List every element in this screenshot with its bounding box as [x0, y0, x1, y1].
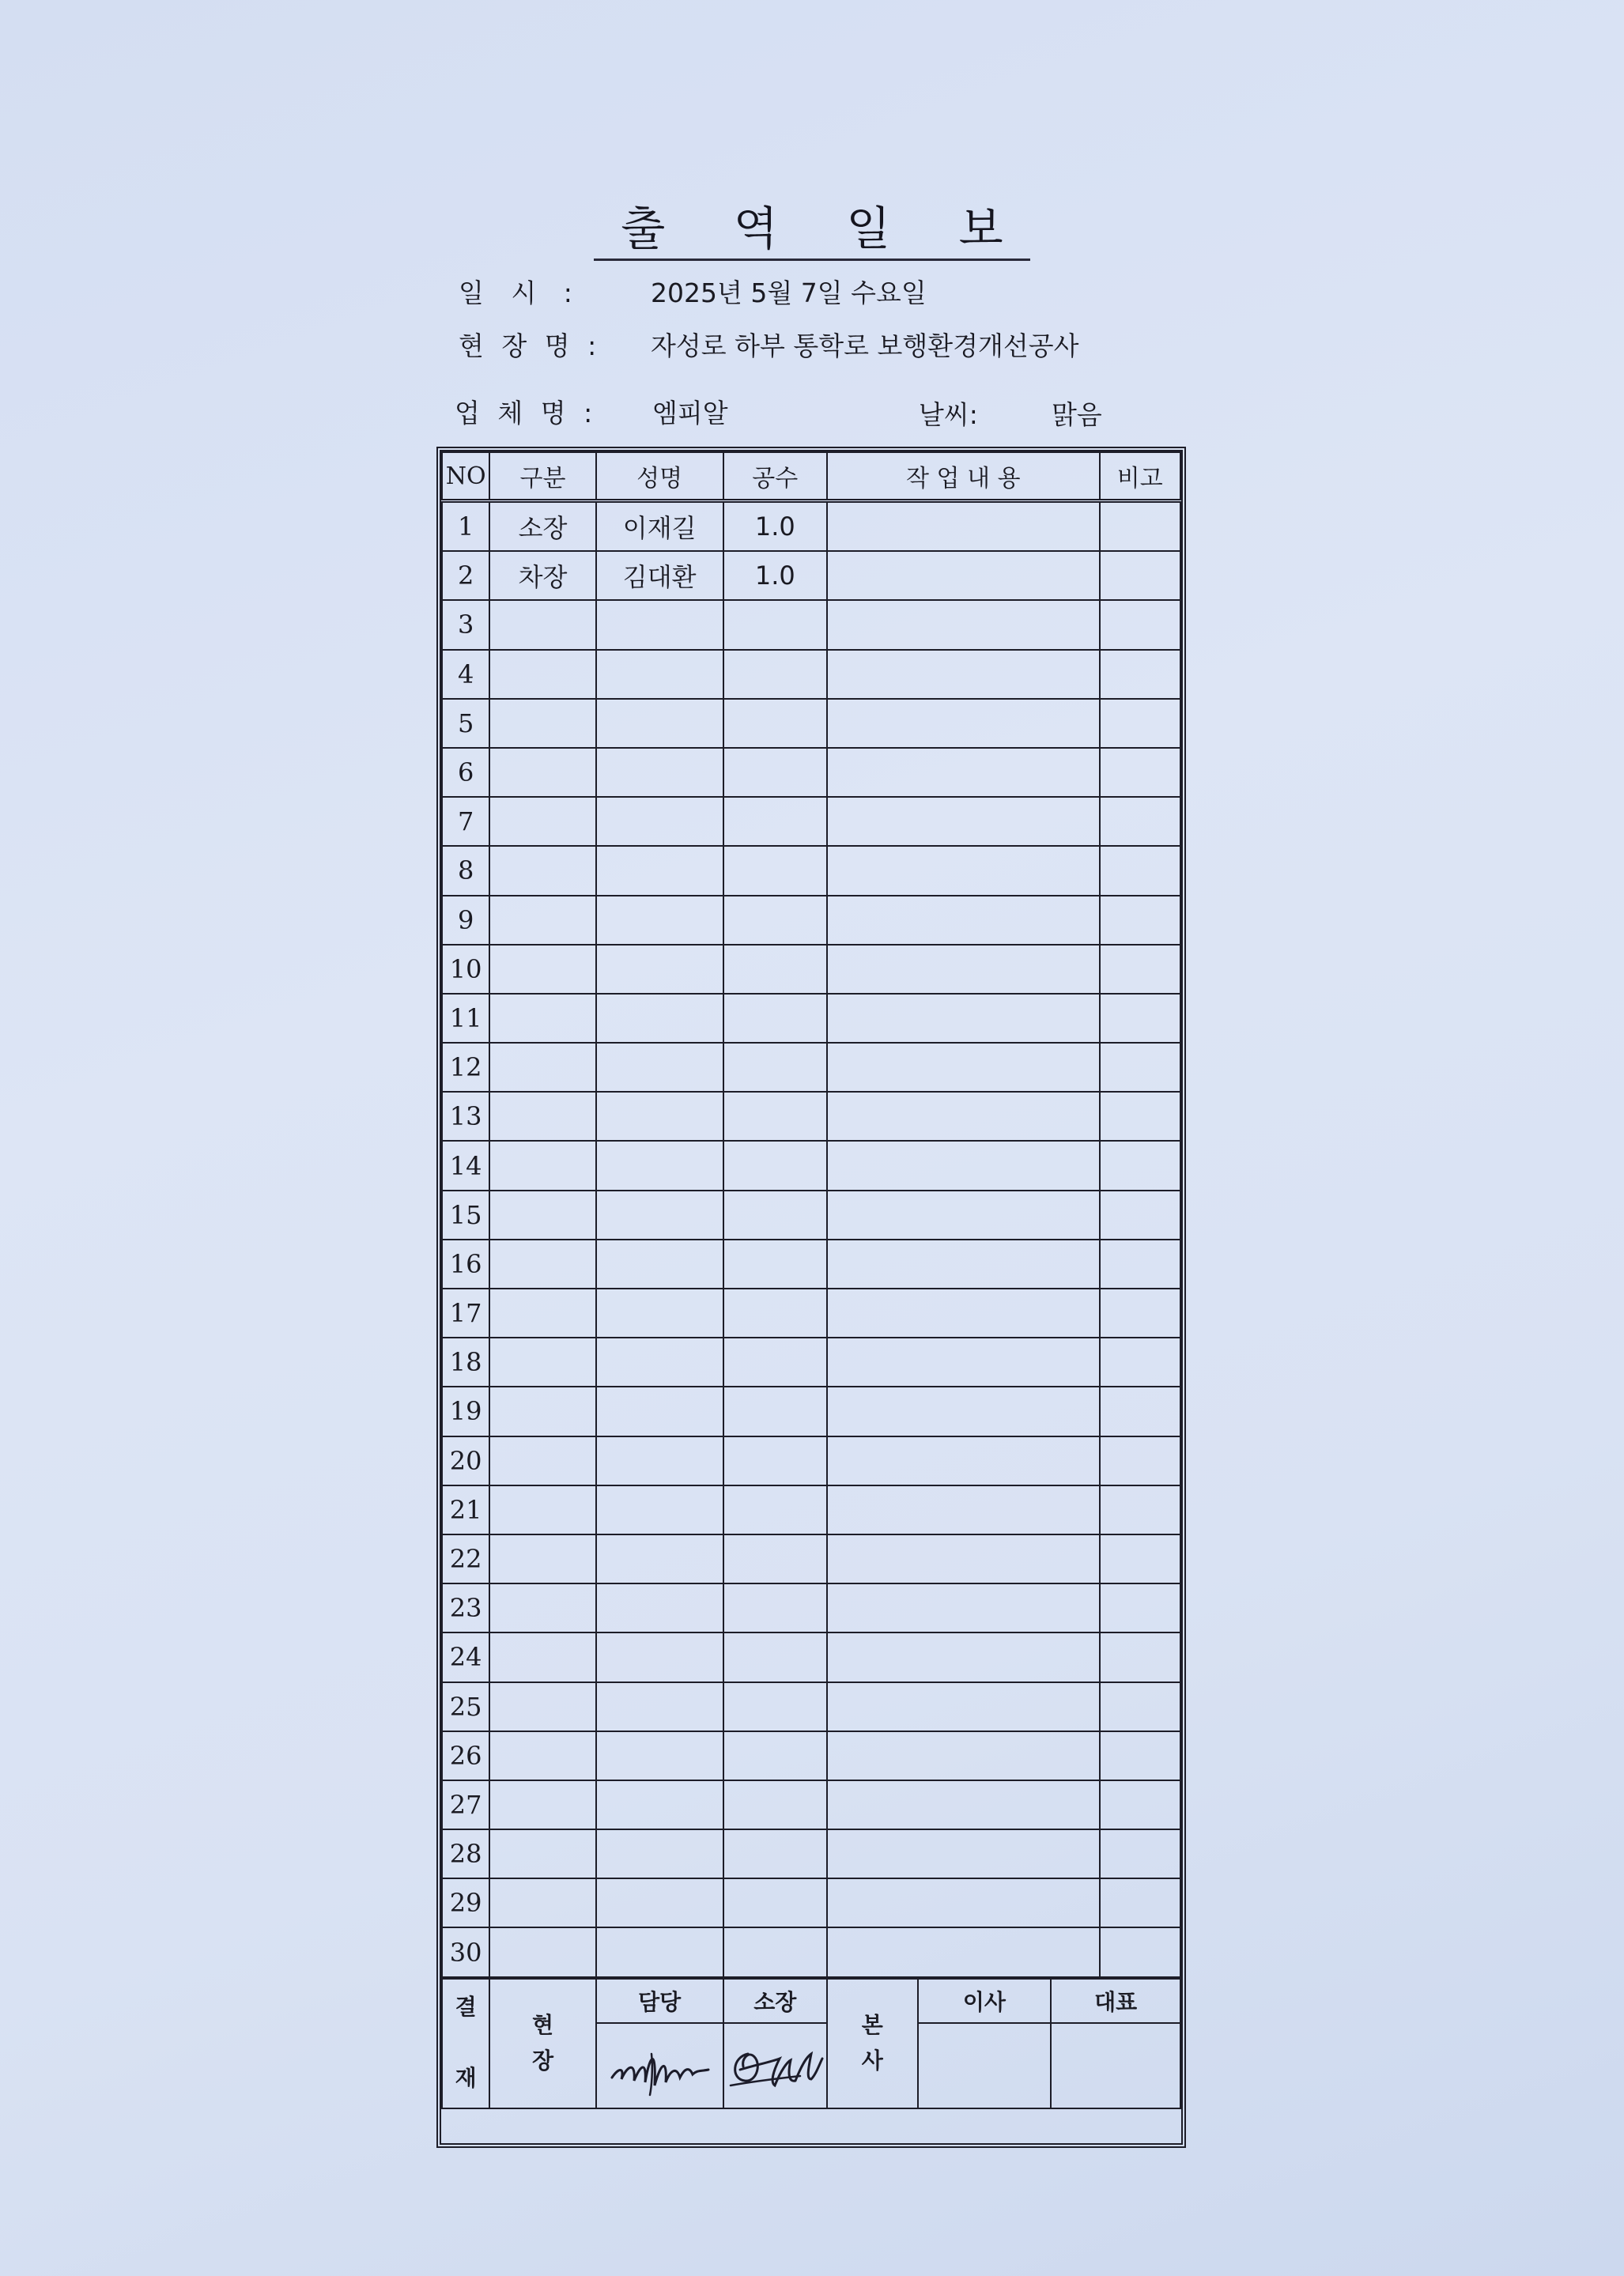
in-charge-signature-box	[596, 2023, 723, 2108]
row-work-content	[827, 1191, 1099, 1240]
row-name	[596, 1583, 723, 1632]
row-remarks	[1100, 650, 1180, 699]
row-work-content	[827, 1829, 1099, 1878]
row-workdays	[723, 797, 828, 846]
row-work-content	[827, 1092, 1099, 1141]
row-remarks	[1100, 1289, 1180, 1338]
document-title-text: 출 역 일 보	[594, 202, 1029, 261]
row-name	[596, 797, 723, 846]
row-category	[489, 1632, 596, 1682]
row-category	[489, 846, 596, 895]
row-no: 5	[442, 699, 489, 748]
row-name: 이재길	[596, 501, 723, 552]
row-category	[489, 945, 596, 994]
table-row	[442, 1485, 1180, 1534]
row-category	[489, 1092, 596, 1141]
site-label: 현 장 명 :	[459, 330, 602, 361]
row-workdays	[723, 1583, 828, 1632]
row-no: 23	[442, 1583, 489, 1632]
row-category	[489, 1043, 596, 1092]
row-name	[596, 1534, 723, 1583]
row-category: 소장	[489, 501, 596, 552]
hq-approval-label-top: 본	[861, 2011, 883, 2038]
site-manager-signature	[724, 2030, 825, 2101]
table-row	[442, 1338, 1180, 1387]
row-workdays	[723, 1878, 828, 1927]
weather-value: 맑음	[1052, 399, 1102, 430]
row-name	[596, 1141, 723, 1190]
row-work-content	[827, 1141, 1099, 1190]
row-no: 16	[442, 1240, 489, 1289]
row-name: 김대환	[596, 551, 723, 600]
row-no: 19	[442, 1387, 489, 1436]
table-row	[442, 1780, 1180, 1829]
row-category	[489, 1682, 596, 1731]
row-workdays	[723, 1191, 828, 1240]
row-no: 2	[442, 551, 489, 600]
header-row	[442, 452, 1180, 501]
row-category	[489, 1289, 596, 1338]
row-workdays	[723, 1682, 828, 1731]
row-remarks	[1100, 1534, 1180, 1583]
table-row	[442, 797, 1180, 846]
row-category	[489, 1583, 596, 1632]
row-work-content	[827, 1927, 1099, 1976]
row-name	[596, 1289, 723, 1338]
row-remarks	[1100, 896, 1180, 945]
header-remarks: 비고	[1100, 452, 1180, 501]
row-work-content	[827, 1240, 1099, 1289]
row-name	[596, 945, 723, 994]
row-workdays	[723, 650, 828, 699]
table-row	[442, 1141, 1180, 1190]
row-remarks	[1100, 1387, 1180, 1436]
row-work-content	[827, 994, 1099, 1043]
row-work-content	[827, 797, 1099, 846]
director-signature-box	[918, 2023, 1052, 2108]
row-workdays	[723, 748, 828, 797]
weather-label: 날씨:	[919, 399, 978, 430]
row-name	[596, 846, 723, 895]
row-no: 26	[442, 1731, 489, 1780]
company-row	[0, 393, 1624, 432]
header-name: 성명	[596, 452, 723, 501]
row-category	[489, 994, 596, 1043]
row-work-content	[827, 748, 1099, 797]
row-workdays	[723, 1829, 828, 1878]
row-no: 8	[442, 846, 489, 895]
in-charge-signature	[604, 2030, 715, 2101]
row-category	[489, 1338, 596, 1387]
row-category	[489, 1829, 596, 1878]
table-row	[442, 650, 1180, 699]
row-category	[489, 600, 596, 649]
row-category	[489, 1878, 596, 1927]
row-workdays	[723, 1731, 828, 1780]
row-remarks	[1100, 600, 1180, 649]
row-remarks	[1100, 1338, 1180, 1387]
table-row	[442, 1534, 1180, 1583]
row-work-content	[827, 896, 1099, 945]
site-approval-label-top: 현	[532, 2011, 554, 2038]
row-work-content	[827, 1289, 1099, 1338]
row-work-content	[827, 600, 1099, 649]
date-label: 일 시 :	[459, 277, 582, 308]
row-name	[596, 600, 723, 649]
table-row	[442, 1436, 1180, 1485]
date-value: 2025년 5월 7일 수요일	[651, 277, 927, 308]
row-remarks	[1100, 1043, 1180, 1092]
table-row	[442, 1191, 1180, 1240]
row-name	[596, 650, 723, 699]
row-category	[489, 1141, 596, 1190]
row-workdays	[723, 1927, 828, 1976]
row-category	[489, 1191, 596, 1240]
site-approval-label	[489, 1979, 596, 2108]
table-row	[442, 1583, 1180, 1632]
row-category	[489, 1927, 596, 1976]
row-workdays: 1.0	[723, 501, 828, 552]
row-workdays	[723, 1240, 828, 1289]
row-category	[489, 1731, 596, 1780]
header-category: 구분	[489, 452, 596, 501]
row-workdays	[723, 1534, 828, 1583]
table-row	[442, 846, 1180, 895]
row-work-content	[827, 1878, 1099, 1927]
table-row	[442, 501, 1180, 552]
header-workdays: 공수	[723, 452, 828, 501]
row-no: 20	[442, 1436, 489, 1485]
row-no: 24	[442, 1632, 489, 1682]
table-row	[442, 1878, 1180, 1927]
row-workdays	[723, 1289, 828, 1338]
row-no: 27	[442, 1780, 489, 1829]
site-manager-label: 소장	[723, 1979, 828, 2023]
row-workdays	[723, 699, 828, 748]
site-value: 자성로 하부 통학로 보행환경개선공사	[651, 330, 1079, 361]
row-workdays: 1.0	[723, 551, 828, 600]
row-no: 15	[442, 1191, 489, 1240]
row-remarks	[1100, 1731, 1180, 1780]
row-category: 차장	[489, 551, 596, 600]
row-name	[596, 1878, 723, 1927]
row-workdays	[723, 1387, 828, 1436]
row-workdays	[723, 896, 828, 945]
row-workdays	[723, 1043, 828, 1092]
hq-approval-label	[827, 1979, 917, 2108]
row-category	[489, 699, 596, 748]
approval-header-row	[442, 1979, 1180, 2023]
row-remarks	[1100, 994, 1180, 1043]
row-name	[596, 1043, 723, 1092]
row-no: 7	[442, 797, 489, 846]
row-no: 1	[442, 501, 489, 552]
row-category	[489, 1240, 596, 1289]
company-label: 업 체 명 :	[455, 398, 598, 428]
company-value: 엠피알	[652, 398, 728, 428]
site-manager-signature-box	[723, 2023, 828, 2108]
approval-label-top: 결	[455, 1994, 477, 2021]
row-no: 30	[442, 1927, 489, 1976]
row-name	[596, 1240, 723, 1289]
table-row	[442, 1682, 1180, 1731]
row-remarks	[1100, 1240, 1180, 1289]
row-work-content	[827, 1387, 1099, 1436]
row-remarks	[1100, 1191, 1180, 1240]
row-work-content	[827, 945, 1099, 994]
row-name	[596, 1191, 723, 1240]
row-work-content	[827, 846, 1099, 895]
row-no: 25	[442, 1682, 489, 1731]
row-no: 14	[442, 1141, 489, 1190]
document-title	[0, 202, 1624, 261]
row-workdays	[723, 1092, 828, 1141]
row-name	[596, 896, 723, 945]
row-remarks	[1100, 797, 1180, 846]
row-work-content	[827, 1338, 1099, 1387]
table-row	[442, 1829, 1180, 1878]
row-no: 18	[442, 1338, 489, 1387]
director-label: 이사	[918, 1979, 1052, 2023]
table-row	[442, 896, 1180, 945]
ceo-signature-box	[1051, 2023, 1180, 2108]
row-no: 12	[442, 1043, 489, 1092]
row-remarks	[1100, 1927, 1180, 1976]
row-work-content	[827, 1583, 1099, 1632]
row-no: 21	[442, 1485, 489, 1534]
approval-block	[441, 1978, 1181, 2109]
row-workdays	[723, 994, 828, 1043]
row-work-content	[827, 1780, 1099, 1829]
row-category	[489, 1485, 596, 1534]
table-row	[442, 551, 1180, 600]
row-remarks	[1100, 501, 1180, 552]
row-workdays	[723, 1780, 828, 1829]
date-row	[0, 273, 1624, 312]
row-work-content	[827, 1731, 1099, 1780]
row-category	[489, 650, 596, 699]
approval-label-bottom: 재	[455, 2065, 477, 2092]
row-remarks	[1100, 1829, 1180, 1878]
row-name	[596, 1338, 723, 1387]
table-row	[442, 600, 1180, 649]
row-name	[596, 1731, 723, 1780]
header-no: NO	[442, 452, 489, 501]
row-remarks	[1100, 1780, 1180, 1829]
row-no: 10	[442, 945, 489, 994]
row-remarks	[1100, 551, 1180, 600]
row-name	[596, 1436, 723, 1485]
row-workdays	[723, 600, 828, 649]
row-work-content	[827, 1485, 1099, 1534]
approval-label	[442, 1979, 489, 2108]
row-name	[596, 1829, 723, 1878]
ceo-label: 대표	[1051, 1979, 1180, 2023]
in-charge-label: 담당	[596, 1979, 723, 2023]
row-no: 22	[442, 1534, 489, 1583]
row-category	[489, 1387, 596, 1436]
row-work-content	[827, 699, 1099, 748]
row-remarks	[1100, 1583, 1180, 1632]
row-work-content	[827, 1682, 1099, 1731]
row-remarks	[1100, 846, 1180, 895]
row-no: 3	[442, 600, 489, 649]
row-work-content	[827, 501, 1099, 552]
site-approval-label-bottom: 장	[532, 2047, 554, 2074]
row-remarks	[1100, 1092, 1180, 1141]
row-no: 11	[442, 994, 489, 1043]
worker-grid	[441, 451, 1181, 1978]
row-workdays	[723, 1338, 828, 1387]
row-workdays	[723, 1141, 828, 1190]
row-remarks	[1100, 1878, 1180, 1927]
row-remarks	[1100, 945, 1180, 994]
row-work-content	[827, 551, 1099, 600]
row-name	[596, 1682, 723, 1731]
row-name	[596, 1780, 723, 1829]
row-name	[596, 1632, 723, 1682]
hq-approval-label-bottom: 사	[861, 2047, 883, 2074]
row-name	[596, 1927, 723, 1976]
table-row	[442, 1731, 1180, 1780]
row-no: 13	[442, 1092, 489, 1141]
row-no: 28	[442, 1829, 489, 1878]
row-name	[596, 748, 723, 797]
row-remarks	[1100, 1436, 1180, 1485]
row-category	[489, 797, 596, 846]
row-name	[596, 699, 723, 748]
table-row	[442, 1092, 1180, 1141]
worker-rows	[442, 501, 1180, 1977]
row-category	[489, 1436, 596, 1485]
row-category	[489, 1534, 596, 1583]
row-category	[489, 896, 596, 945]
row-work-content	[827, 1436, 1099, 1485]
row-category	[489, 748, 596, 797]
row-name	[596, 1092, 723, 1141]
row-no: 4	[442, 650, 489, 699]
table-row	[442, 748, 1180, 797]
row-workdays	[723, 945, 828, 994]
row-remarks	[1100, 1485, 1180, 1534]
row-category	[489, 1780, 596, 1829]
table-row	[442, 1240, 1180, 1289]
row-name	[596, 1387, 723, 1436]
row-remarks	[1100, 1682, 1180, 1731]
table-row	[442, 945, 1180, 994]
row-work-content	[827, 1632, 1099, 1682]
row-work-content	[827, 650, 1099, 699]
row-name	[596, 1485, 723, 1534]
row-no: 6	[442, 748, 489, 797]
row-no: 17	[442, 1289, 489, 1338]
table-row	[442, 994, 1180, 1043]
row-no: 29	[442, 1878, 489, 1927]
row-workdays	[723, 846, 828, 895]
site-row	[0, 326, 1624, 365]
row-name	[596, 994, 723, 1043]
table-row	[442, 1289, 1180, 1338]
row-remarks	[1100, 748, 1180, 797]
attendance-table	[436, 447, 1186, 2148]
row-remarks	[1100, 1632, 1180, 1682]
row-remarks	[1100, 699, 1180, 748]
row-workdays	[723, 1436, 828, 1485]
row-work-content	[827, 1043, 1099, 1092]
row-no: 9	[442, 896, 489, 945]
table-row	[442, 699, 1180, 748]
table-row	[442, 1927, 1180, 1976]
row-workdays	[723, 1632, 828, 1682]
row-work-content	[827, 1534, 1099, 1583]
table-row	[442, 1043, 1180, 1092]
row-workdays	[723, 1485, 828, 1534]
row-remarks	[1100, 1141, 1180, 1190]
table-row	[442, 1387, 1180, 1436]
table-row	[442, 1632, 1180, 1682]
header-work-content: 작 업 내 용	[827, 452, 1099, 501]
